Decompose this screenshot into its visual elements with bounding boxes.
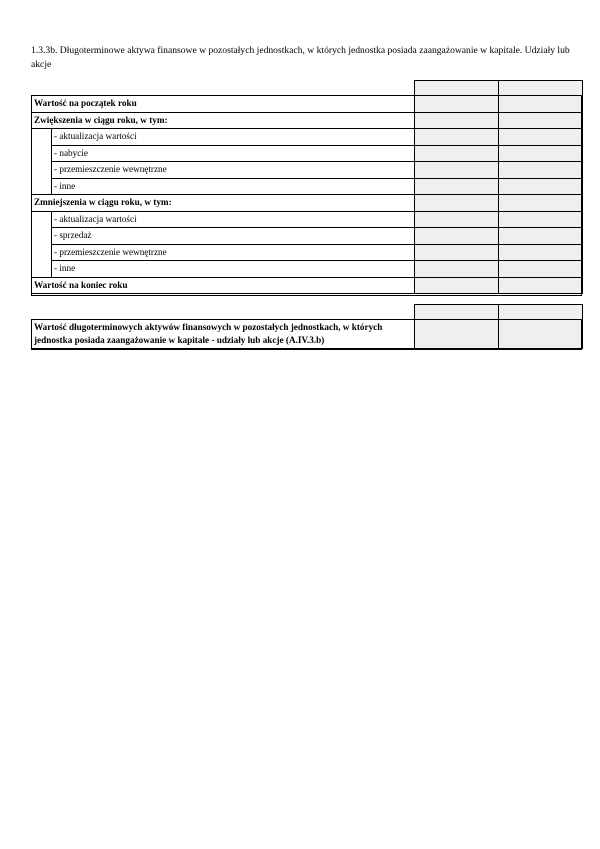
- previous-year-value[interactable]: [499, 178, 583, 195]
- table-row: [32, 129, 583, 146]
- row-label: - aktualizacja wartości: [52, 129, 415, 146]
- table-row: [32, 244, 583, 261]
- current-year-header-cell: [415, 81, 499, 96]
- row-label: - przemieszczenie wewnętrzne: [52, 162, 415, 179]
- previous-year-value[interactable]: [499, 211, 583, 228]
- row-label: Wartość na koniec roku: [32, 277, 415, 294]
- previous-year-value[interactable]: [499, 228, 583, 245]
- table-row: [32, 178, 583, 195]
- summary-table: [31, 304, 583, 349]
- previous-year-header-cell: [499, 81, 583, 96]
- table-row: [32, 277, 583, 294]
- indent-spacer: [32, 244, 52, 261]
- indent-spacer: [32, 129, 52, 146]
- table-header-row: [32, 81, 583, 96]
- previous-year-value[interactable]: [499, 261, 583, 278]
- current-year-value[interactable]: [415, 211, 499, 228]
- summary-current-year-header-cell: [415, 305, 499, 320]
- previous-year-value[interactable]: [499, 96, 583, 113]
- current-year-value[interactable]: [415, 228, 499, 245]
- indent-spacer: [32, 261, 52, 278]
- table-row: [32, 96, 583, 113]
- summary-row-label: Wartość długoterminowych aktywów finansowych w pozostałych jednostkach, w których jednostka posiada zaangażowanie w kapitale - udziały lub akcje (A.IV.3.b): [32, 320, 415, 349]
- table-row: [32, 261, 583, 278]
- current-year-value[interactable]: [415, 145, 499, 162]
- row-label: - nabycie: [52, 145, 415, 162]
- current-year-value[interactable]: [415, 129, 499, 146]
- row-label: - inne: [52, 261, 415, 278]
- current-year-value[interactable]: [415, 261, 499, 278]
- table-row: [32, 145, 583, 162]
- current-year-value[interactable]: [415, 96, 499, 113]
- previous-year-value[interactable]: [499, 145, 583, 162]
- table-row: [32, 211, 583, 228]
- indent-spacer: [32, 228, 52, 245]
- row-label: - inne: [52, 178, 415, 195]
- current-year-value[interactable]: [415, 195, 499, 212]
- table-row: [32, 112, 583, 129]
- previous-year-value[interactable]: [499, 277, 583, 294]
- row-label: Zmniejszenia w ciągu roku, w tym:: [32, 195, 415, 212]
- row-label: Zwiększenia w ciągu roku, w tym:: [32, 112, 415, 129]
- indent-spacer: [32, 145, 52, 162]
- table-row: [32, 228, 583, 245]
- current-year-value[interactable]: [415, 277, 499, 294]
- section-heading: 1.3.3b. Długoterminowe aktywa finansowe w pozostałych jednostkach, w których jednostka posiada zaangażowanie w kapitale. Udziały lub akcje: [31, 45, 570, 70]
- current-year-value[interactable]: [415, 112, 499, 129]
- row-label: - sprzedaż: [52, 228, 415, 245]
- summary-current-year-value[interactable]: [415, 320, 499, 349]
- row-label: - aktualizacja wartości: [52, 211, 415, 228]
- summary-header-row: [32, 305, 583, 320]
- table-row: [32, 162, 583, 179]
- changes-table: [31, 80, 583, 294]
- previous-year-value[interactable]: [499, 244, 583, 261]
- summary-row: [32, 320, 583, 349]
- previous-year-value[interactable]: [499, 162, 583, 179]
- row-label: Wartość na początek roku: [32, 96, 415, 113]
- previous-year-value[interactable]: [499, 195, 583, 212]
- row-label: - przemieszczenie wewnętrzne: [52, 244, 415, 261]
- indent-spacer: [32, 178, 52, 195]
- table-row: [32, 195, 583, 212]
- indent-spacer: [32, 162, 52, 179]
- indent-spacer: [32, 211, 52, 228]
- summary-previous-year-value[interactable]: [499, 320, 583, 349]
- previous-year-value[interactable]: [499, 112, 583, 129]
- current-year-value[interactable]: [415, 162, 499, 179]
- previous-year-value[interactable]: [499, 129, 583, 146]
- summary-previous-year-header-cell: [499, 305, 583, 320]
- current-year-value[interactable]: [415, 244, 499, 261]
- current-year-value[interactable]: [415, 178, 499, 195]
